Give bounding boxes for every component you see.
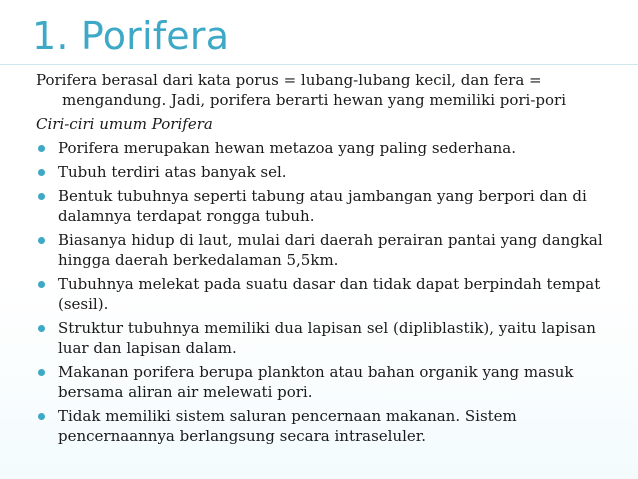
- bullet-item: [36, 162, 626, 182]
- bullet-text: Tubuhnya melekat pada suatu dasar dan tidak dapat berpindah tempat (sesil).: [58, 275, 601, 313]
- intro-paragraph: Porifera berasal dari kata porus = lubang-lubang kecil, dan fera = mengandung. Jadi, porifera berarti hewan yang memiliki pori-pori: [36, 71, 567, 109]
- title-divider: [0, 64, 638, 65]
- bullet-icon: [38, 169, 45, 176]
- bullet-item: [36, 406, 626, 446]
- bullet-text: Porifera merupakan hewan metazoa yang paling sederhana.: [58, 139, 517, 157]
- bullet-icon: [38, 145, 45, 152]
- bullet-text: Struktur tubuhnya memiliki dua lapisan sel (dipliblastik), yaitu lapisan luar dan lapisan dalam.: [58, 319, 596, 357]
- bullet-item: [36, 318, 626, 358]
- bullet-list: [36, 138, 626, 446]
- bullet-text: Tidak memiliki sistem saluran pencernaan makanan. Sistem pencernaannya berlangsung secara intraseluler.: [58, 407, 517, 445]
- bullet-icon: [38, 369, 45, 376]
- bullet-icon: [38, 281, 45, 288]
- bullet-text: Tubuh terdiri atas banyak sel.: [58, 163, 287, 181]
- bullet-item: [36, 274, 626, 314]
- bullet-icon: [38, 193, 45, 200]
- bullet-icon: [38, 325, 45, 332]
- bullet-text: Biasanya hidup di laut, mulai dari daerah perairan pantai yang dangkal hingga daerah berkedalaman 5,5km.: [58, 231, 603, 269]
- subheading: Ciri-ciri umum Porifera: [36, 115, 213, 133]
- slide-content: [36, 70, 626, 450]
- bullet-item: [36, 362, 626, 402]
- bullet-text: Makanan porifera berupa plankton atau bahan organik yang masuk bersama aliran air melewati pori.: [58, 363, 574, 401]
- bullet-icon: [38, 237, 45, 244]
- bullet-item: [36, 230, 626, 270]
- bullet-icon: [38, 413, 45, 420]
- bullet-item: [36, 138, 626, 158]
- bullet-item: [36, 186, 626, 226]
- slide-title: 1. Porifera: [32, 14, 230, 58]
- bullet-text: Bentuk tubuhnya seperti tabung atau jambangan yang berpori dan di dalamnya terdapat rongga tubuh.: [58, 187, 587, 225]
